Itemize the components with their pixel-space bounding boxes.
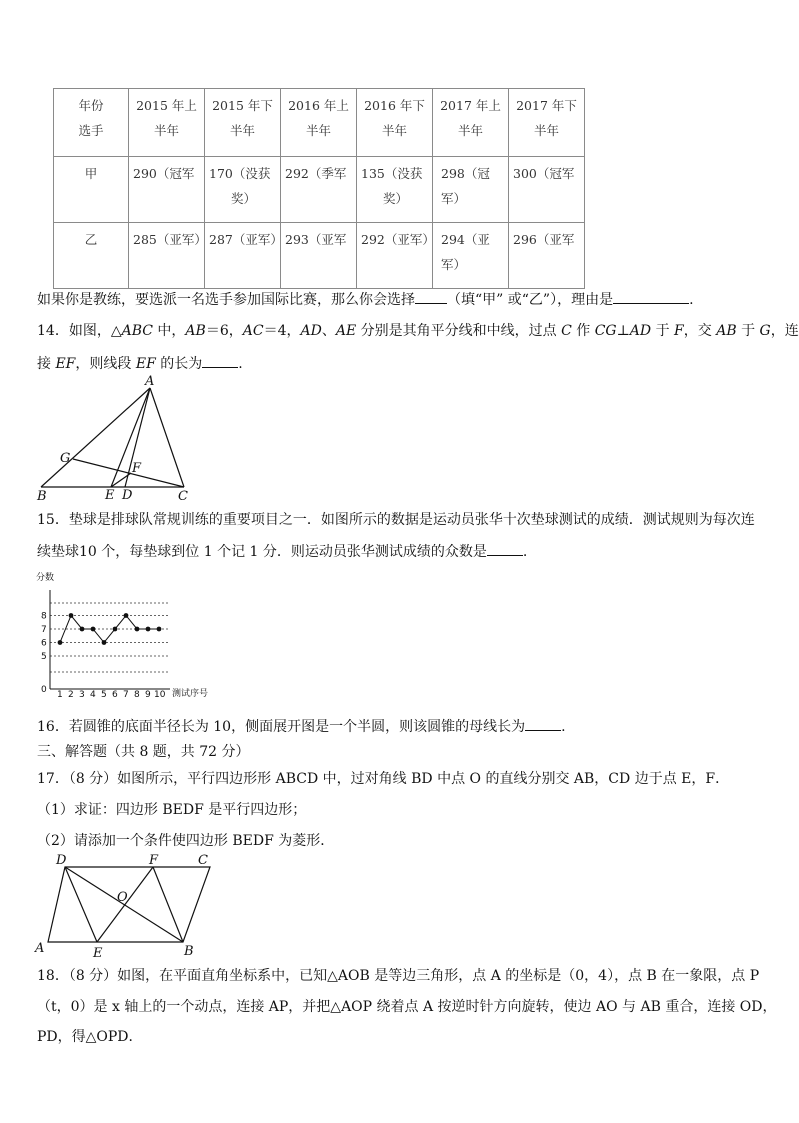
cell-line: 298（冠军） — [441, 166, 490, 206]
point-c-label: C — [178, 489, 188, 504]
q16-text: . — [561, 719, 566, 735]
y-tick-label: 7 — [41, 625, 47, 635]
x-tick-label: 2 — [68, 690, 74, 700]
cell-line: 296（亚军 — [513, 232, 575, 247]
q13-text: . — [689, 292, 694, 308]
x-tick-label: 7 — [123, 690, 129, 700]
q13-text: （填“甲” 或“乙”），理由是 — [447, 292, 614, 308]
q14-text: 分别是其角平分线和中线，过点 — [356, 323, 562, 339]
y-tick-label: 6 — [41, 638, 47, 649]
cell-line: 300（冠军 — [513, 166, 575, 181]
header-line: 半年 — [457, 123, 483, 138]
q14-math: EF — [55, 356, 76, 372]
x-tick-label: 9 — [145, 690, 151, 700]
chart-y-label: 分数 — [36, 573, 55, 583]
point-g-label: G — [60, 451, 71, 466]
q14-text: 于 — [736, 323, 760, 339]
q14-math: AB — [716, 323, 737, 339]
y-tick-label: 8 — [41, 611, 47, 622]
cell-line: 290（冠军 — [133, 166, 195, 181]
q14-math: AB — [185, 323, 206, 339]
cell-line: 285（亚军） — [133, 232, 207, 247]
header-line: 2016 年上 — [288, 98, 349, 113]
header-line: 半年 — [153, 123, 179, 138]
q17-line1: 17．（8 分）如图所示，平行四边形形 ABCD 中，过对角线 BD 中点 O 的直线分别交 AB，CD 边于点 E，F． — [37, 771, 730, 787]
point-a-label: A — [35, 941, 45, 956]
q14-text: ⊥ — [616, 323, 630, 339]
q14-math: EF — [135, 356, 156, 372]
cell-line: 奖） — [383, 191, 409, 206]
q14-math: AE — [335, 323, 357, 339]
corner-player: 选手 — [78, 123, 104, 138]
cell-line: 294（亚军） — [441, 232, 490, 272]
q14-math: AD — [629, 323, 652, 339]
q14-text: 作 — [571, 323, 595, 339]
header-line: 半年 — [305, 123, 331, 138]
point-f-label: F — [149, 853, 159, 868]
header-line: 半年 — [229, 123, 255, 138]
point-e-label: E — [105, 488, 115, 503]
q17-line2: （1）求证：四边形 BEDF 是平行四边形； — [37, 802, 307, 818]
header-line: 2015 年下 — [212, 98, 273, 113]
chart-x-label: 测试序号 — [172, 689, 209, 699]
cell-line: 293（亚军 — [285, 232, 347, 247]
x-tick-label: 10 — [154, 690, 166, 700]
header-line: 2015 年上 — [136, 98, 197, 113]
x-tick-label: 3 — [79, 690, 85, 700]
point-a-label: A — [145, 374, 155, 389]
q14-text: 、 — [321, 323, 336, 339]
point-b-label: B — [37, 489, 47, 504]
q14-math: C — [561, 323, 572, 339]
q15-text: . — [522, 544, 528, 560]
cell-line: 292（季军 — [285, 166, 347, 181]
cell-line: 奖） — [231, 191, 257, 206]
q18-line2: （t，0）是 x 轴上的一个动点，连接 AP，并把△AOP 绕着点 A 按逆时针方向旋转，使边 AO 与 AB 重合，连接 OD， — [37, 999, 777, 1015]
q17-line3: （2）请添加一个条件使四边形 BEDF 为菱形． — [37, 833, 335, 849]
q14-text: 的长为 — [155, 356, 203, 372]
segment-de — [65, 867, 97, 942]
q14-text: ＝6， — [205, 323, 243, 339]
q14-text: ，连 — [770, 323, 799, 339]
q14-text: 14．如图，△ — [37, 323, 122, 339]
header-line: 2017 年上 — [440, 98, 501, 113]
q13-text: 如果你是教练，要选派一名选手参加国际比赛，那么你会选择 — [37, 292, 415, 308]
q14-text: 中， — [152, 323, 186, 339]
q14-math: F — [674, 323, 684, 339]
corner-year: 年份 — [78, 98, 104, 113]
q18-line1: 18．（8 分）如图，在平面直角坐标系中，已知△AOB 是等边三角形，点 A 的坐标是（0，4），点 B 在一象限，点 P — [37, 968, 760, 984]
q14-text: . — [238, 356, 243, 372]
section-title: 三、解答题（共 8 题，共 72 分） — [37, 744, 250, 760]
q14-math: G — [759, 323, 771, 339]
point-f-label: F — [132, 461, 142, 476]
point-b-label: B — [184, 944, 194, 959]
point-d-label: D — [56, 853, 67, 868]
y-tick-label: 5 — [41, 652, 47, 662]
q14-math: CG — [594, 323, 617, 339]
cell-line: 170（没获 — [209, 166, 271, 181]
q16-text: 16．若圆锥的底面半径长为 10，侧面展开图是一个半圆，则该圆锥的母线长为 — [37, 719, 526, 735]
q14-math: ABC — [121, 323, 153, 339]
point-e-label: E — [93, 946, 103, 961]
q14-math: AD — [300, 323, 322, 339]
x-tick-label: 6 — [112, 690, 118, 700]
q14-text: ，则线段 — [75, 356, 136, 372]
q18-line3: PD，得△OPD． — [37, 1029, 143, 1045]
q14-text: ＝4， — [263, 323, 301, 339]
x-tick-label: 4 — [90, 690, 96, 700]
x-tick-label: 1 — [57, 690, 63, 700]
q14-text: 接 — [37, 356, 56, 372]
point-d-label: D — [122, 488, 133, 503]
player-name: 乙 — [54, 223, 129, 289]
q14-math: AC — [242, 323, 264, 339]
parallelogram-abcd — [48, 867, 210, 942]
cell-line: 292（亚军） — [361, 232, 435, 247]
header-line: 半年 — [533, 123, 559, 138]
segment-fb — [153, 867, 183, 942]
q15-text: 续垫球10 个，每垫球到位 1 个记 1 分．则运动员张华测试成绩的众数是 — [37, 544, 487, 560]
q15-line1: 15．垫球是排球队常规训练的重要项目之一．如图所示的数据是运动员张华十次垫球测试的成绩．测试规则为每次连 — [37, 512, 755, 528]
q14-text: 于 — [651, 323, 675, 339]
cell-line: 135（没获 — [361, 166, 423, 181]
cell-line: 287（亚军） — [209, 232, 283, 247]
player-name: 甲 — [54, 157, 129, 223]
x-tick-label: 5 — [101, 690, 107, 700]
y-tick-label: 0 — [41, 685, 47, 695]
header-line: 2016 年下 — [364, 98, 425, 113]
q14-text: ，交 — [683, 323, 717, 339]
point-c-label: C — [198, 853, 208, 868]
x-tick-label: 8 — [134, 690, 140, 700]
header-line: 2017 年下 — [516, 98, 577, 113]
header-line: 半年 — [381, 123, 407, 138]
point-o-label: O — [117, 890, 128, 905]
